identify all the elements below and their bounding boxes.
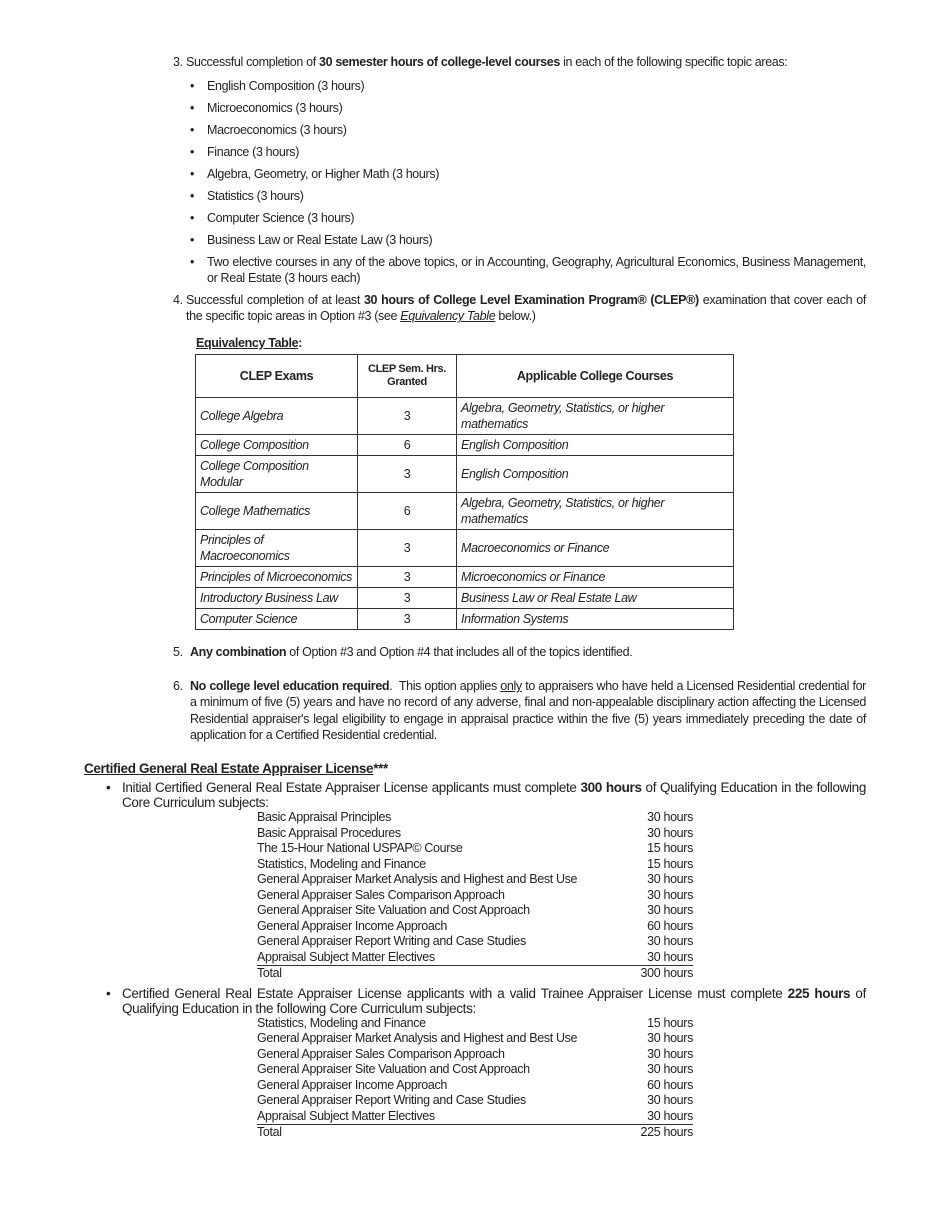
subject-name: Total xyxy=(257,966,282,981)
item-6 xyxy=(173,678,866,743)
subject-hours: 300 hours xyxy=(640,966,693,981)
heading-stars: *** xyxy=(373,761,388,777)
subject-row xyxy=(257,1078,693,1094)
topic-text: Two elective courses in any of the above topics, or in Accounting, Geography, Agricultural Economics, Business Management, or Real Estate (3 hours each) xyxy=(207,255,866,285)
heading-text: Certified General Real Estate Appraiser License xyxy=(84,761,374,777)
table-cell: Algebra, Geometry, Statistics, or higher mathematics xyxy=(457,493,734,530)
item-5 xyxy=(173,644,866,660)
table-cell: 3 xyxy=(358,567,457,588)
subject-hours: 60 hours xyxy=(647,918,693,933)
item-number: 3. xyxy=(173,55,183,69)
table-title xyxy=(196,336,950,350)
table-cell: English Composition xyxy=(457,435,734,456)
topic-text: Business Law or Real Estate Law (3 hours) xyxy=(207,233,433,247)
subject-row xyxy=(257,903,693,919)
table-cell: Macroeconomics or Finance xyxy=(457,530,734,567)
table-title-text: Equivalency Table xyxy=(196,336,299,350)
topic-bullet xyxy=(190,122,866,138)
equivalency-table-reference: Equivalency Table xyxy=(400,309,496,323)
subject-hours: 30 hours xyxy=(647,1108,693,1123)
subject-hours: 30 hours xyxy=(647,934,693,949)
total-row xyxy=(257,966,693,982)
subject-hours: 60 hours xyxy=(647,1077,693,1092)
bold-text: 30 hours of College Level Examination Program® (CLEP®) xyxy=(363,293,699,307)
topic-bullet xyxy=(190,144,866,160)
subject-hours: 30 hours xyxy=(647,887,693,902)
subject-name: General Appraiser Sales Comparison Approach xyxy=(257,887,505,902)
subject-row xyxy=(257,857,693,873)
topic-bullet xyxy=(190,232,866,248)
general-bullet-1 xyxy=(106,780,866,810)
bullet: • xyxy=(106,985,111,1001)
subject-hours: 225 hours xyxy=(640,1125,693,1140)
table-cell: 3 xyxy=(358,398,457,435)
table-row xyxy=(196,588,734,609)
section-heading xyxy=(84,761,950,776)
subject-name: General Appraiser Report Writing and Case Studies xyxy=(257,934,526,949)
topic-text: Computer Science (3 hours) xyxy=(207,211,355,225)
item-4 xyxy=(173,292,866,324)
item-3 xyxy=(173,54,866,70)
subject-list xyxy=(257,1016,693,1141)
bold-text: 300 hours xyxy=(580,780,642,796)
item-number: 4. xyxy=(173,293,183,307)
topic-bullet xyxy=(190,254,866,286)
table-cell: College Composition Modular xyxy=(196,456,358,493)
subject-name: The 15-Hour National USPAP© Course xyxy=(257,841,463,856)
equivalency-table xyxy=(195,354,734,630)
underlined-text: only xyxy=(500,679,522,693)
table-row xyxy=(196,493,734,530)
table-cell: 3 xyxy=(358,588,457,609)
table-cell: Principles of Microeconomics xyxy=(196,567,358,588)
subject-name: General Appraiser Market Analysis and Highest and Best Use xyxy=(257,872,578,887)
text: . This option applies xyxy=(389,679,501,693)
subject-name: General Appraiser Income Approach xyxy=(257,1077,447,1092)
text: Successful completion of xyxy=(186,55,319,69)
subject-name: General Appraiser Site Valuation and Cost Approach xyxy=(257,903,530,918)
subject-name: Basic Appraisal Principles xyxy=(257,810,392,825)
table-cell: 3 xyxy=(358,609,457,630)
subject-hours: 30 hours xyxy=(647,825,693,840)
subject-name: Statistics, Modeling and Finance xyxy=(257,856,426,871)
table-cell: 6 xyxy=(358,435,457,456)
topic-bullet xyxy=(190,188,866,204)
subject-row xyxy=(257,888,693,904)
text: Initial Certified General Real Estate Appraiser License applicants must complete xyxy=(122,780,581,796)
topic-bullet xyxy=(190,166,866,182)
subject-row xyxy=(257,1031,693,1047)
subject-row xyxy=(257,1093,693,1109)
subject-name: Basic Appraisal Procedures xyxy=(257,825,401,840)
bold-text: 30 semester hours of college-level courses xyxy=(319,55,560,69)
table-cell: 6 xyxy=(358,493,457,530)
subject-hours: 15 hours xyxy=(647,1015,693,1030)
subject-row xyxy=(257,934,693,950)
subject-hours: 30 hours xyxy=(647,810,693,825)
topic-text: Macroeconomics (3 hours) xyxy=(207,123,347,137)
table-cell: Principles of Macroeconomics xyxy=(196,530,358,567)
table-cell: Computer Science xyxy=(196,609,358,630)
subject-row xyxy=(257,950,693,967)
subject-row xyxy=(257,1109,693,1126)
subject-row xyxy=(257,826,693,842)
subject-hours: 30 hours xyxy=(647,903,693,918)
table-cell: 3 xyxy=(358,530,457,567)
text: of Option #3 and Option #4 that includes all of the topics identified. xyxy=(286,645,633,659)
table-row xyxy=(196,609,734,630)
item-number: 5. xyxy=(173,645,183,659)
topic-bullet xyxy=(190,100,866,116)
table-cell: Algebra, Geometry, Statistics, or higher mathematics xyxy=(457,398,734,435)
table-cell: Information Systems xyxy=(457,609,734,630)
subject-row xyxy=(257,872,693,888)
table-row xyxy=(196,530,734,567)
subject-list xyxy=(257,810,693,982)
table-cell: College Composition xyxy=(196,435,358,456)
subject-hours: 30 hours xyxy=(647,1046,693,1061)
topic-text: Finance (3 hours) xyxy=(207,145,300,159)
topic-list xyxy=(190,78,866,286)
subject-name: Appraisal Subject Matter Electives xyxy=(257,1108,435,1123)
subject-hours: 30 hours xyxy=(647,949,693,964)
subject-hours: 30 hours xyxy=(647,1031,693,1046)
topic-text: Microeconomics (3 hours) xyxy=(207,101,343,115)
bold-text: 225 hours xyxy=(787,985,851,1001)
general-bullet-2 xyxy=(106,986,866,1016)
text: Successful completion of at least xyxy=(186,293,364,307)
table-cell: Introductory Business Law xyxy=(196,588,358,609)
subject-name: General Appraiser Report Writing and Case Studies xyxy=(257,1093,526,1108)
subject-hours: 30 hours xyxy=(647,872,693,887)
subject-row xyxy=(257,810,693,826)
column-header: CLEP Exams xyxy=(196,355,358,398)
text: in each of the following specific topic areas: xyxy=(559,55,788,69)
subject-hours: 30 hours xyxy=(647,1093,693,1108)
subject-hours: 30 hours xyxy=(647,1062,693,1077)
table-row xyxy=(196,435,734,456)
topic-text: Algebra, Geometry, or Higher Math (3 hours) xyxy=(207,167,440,181)
subject-name: Total xyxy=(257,1125,282,1140)
subject-name: Statistics, Modeling and Finance xyxy=(257,1015,426,1030)
column-header: CLEP Sem. Hrs. Granted xyxy=(358,355,457,398)
table-row xyxy=(196,456,734,493)
text: examination that cover each of the specific topic areas in Option #3 (see xyxy=(186,293,866,323)
text: of Qualifying Education in the following Core Curriculum subjects: xyxy=(122,780,866,811)
topic-text: English Composition (3 hours) xyxy=(207,79,365,93)
text: Certified General Real Estate Appraiser License applicants with a valid Trainee Appraiser License must complete xyxy=(122,985,788,1001)
text: below.) xyxy=(495,309,536,323)
bold-text: No college level education required xyxy=(190,679,390,693)
subject-name: Appraisal Subject Matter Electives xyxy=(257,949,435,964)
subject-name: General Appraiser Sales Comparison Approach xyxy=(257,1046,505,1061)
subject-hours: 15 hours xyxy=(647,841,693,856)
table-row xyxy=(196,398,734,435)
colon: : xyxy=(298,336,303,350)
subject-row xyxy=(257,841,693,857)
column-header: Applicable College Courses xyxy=(457,355,734,398)
table-row xyxy=(196,567,734,588)
subject-name: General Appraiser Income Approach xyxy=(257,918,447,933)
topic-text: Statistics (3 hours) xyxy=(207,189,304,203)
subject-row xyxy=(257,919,693,935)
table-cell: College Algebra xyxy=(196,398,358,435)
text: to appraisers who have held a Licensed Residential credential for a minimum of five (5) years and have no record of any adverse, final and non-appealable disciplinary action affecting the Licensed Residential appraiser's legal eligibility to engage in appraisal practice within the five (5) years immediately preceding the date of application for a Certified Residential credential. xyxy=(190,679,866,742)
total-row xyxy=(257,1125,693,1141)
subject-hours: 15 hours xyxy=(647,856,693,871)
item-number: 6. xyxy=(173,679,183,693)
table-cell: Business Law or Real Estate Law xyxy=(457,588,734,609)
table-cell: Microeconomics or Finance xyxy=(457,567,734,588)
subject-name: General Appraiser Site Valuation and Cost Approach xyxy=(257,1062,530,1077)
subject-row xyxy=(257,1016,693,1032)
bullet: • xyxy=(106,780,111,796)
subject-row xyxy=(257,1062,693,1078)
text: of Qualifying Education in the following Core Curriculum subjects: xyxy=(122,985,866,1016)
subject-row xyxy=(257,1047,693,1063)
table-cell: 3 xyxy=(358,456,457,493)
topic-bullet xyxy=(190,210,866,226)
bold-text: Any combination xyxy=(190,645,287,659)
table-cell: English Composition xyxy=(457,456,734,493)
topic-bullet xyxy=(190,78,866,94)
table-cell: College Mathematics xyxy=(196,493,358,530)
subject-name: General Appraiser Market Analysis and Highest and Best Use xyxy=(257,1031,578,1046)
